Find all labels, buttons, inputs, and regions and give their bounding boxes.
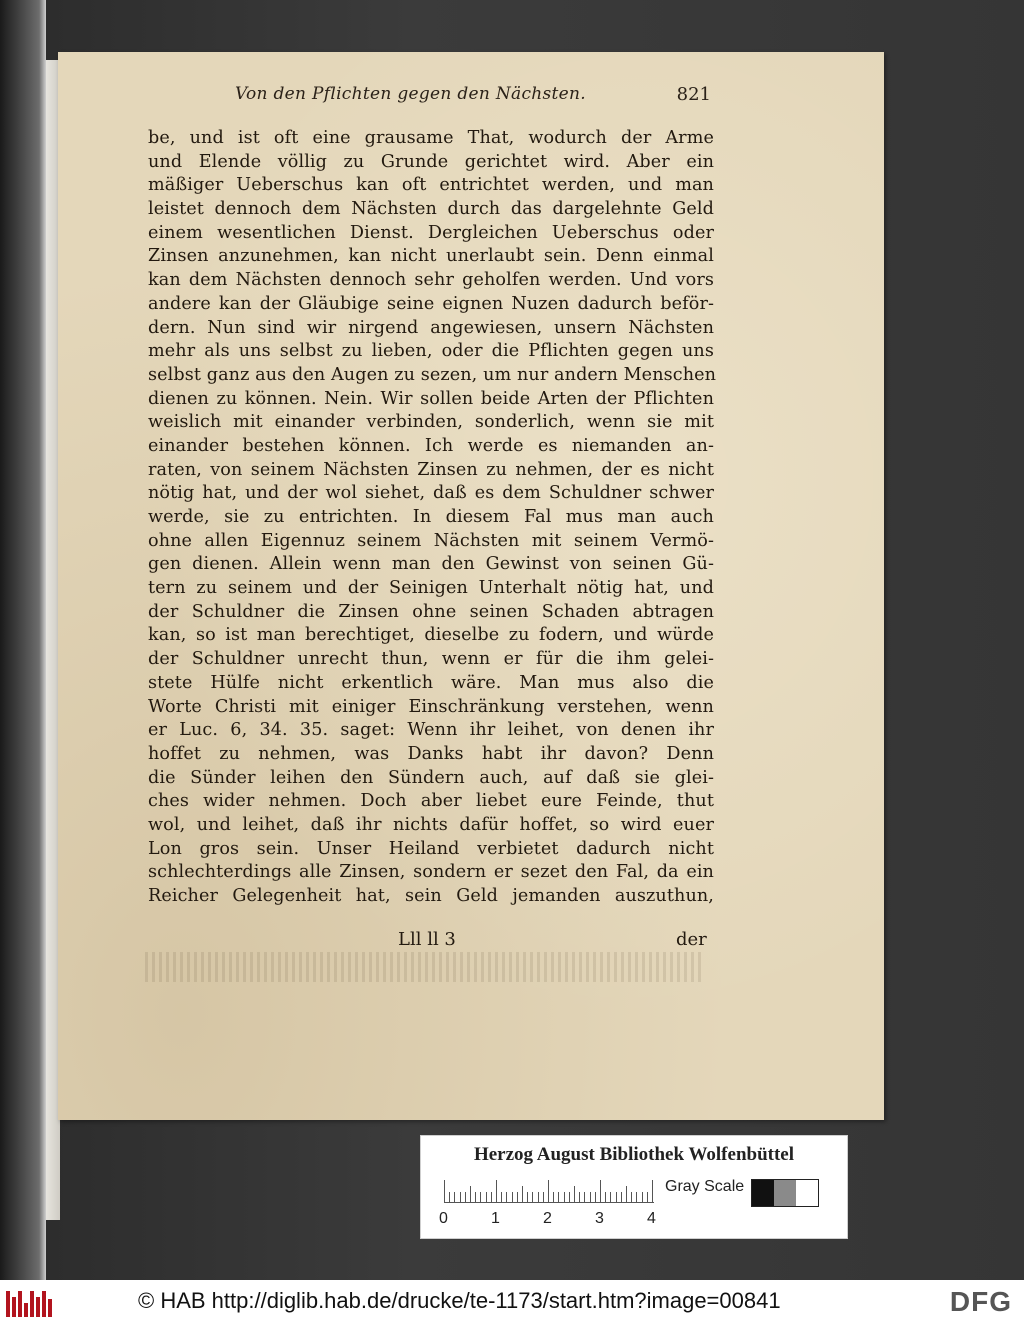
text-line: Reicher Gelegenheit hat, sein Geld jemanden auszuthun, <box>148 886 714 906</box>
ruler-tick <box>569 1192 570 1202</box>
ruler-tick <box>558 1192 559 1202</box>
ruler-tick <box>470 1186 471 1202</box>
logo-bar <box>24 1303 28 1317</box>
text-line: einem wesentlichen Dienst. Dergleichen Ueberschus oder <box>148 222 714 243</box>
ruler-tick <box>595 1192 596 1202</box>
text-line: weislich mit einander verbinden, sonderlich, wenn sie mit <box>148 412 714 433</box>
text-line: ohne allen Eigennuz seinem Nächsten mit seinem Vermö- <box>148 530 714 551</box>
ruler-tick <box>538 1192 539 1202</box>
ruler-tick <box>512 1192 513 1202</box>
text-line: gen dienen. Allein wenn man den Gewinst von seinen Gü- <box>148 554 714 575</box>
ruler-tick <box>564 1192 565 1202</box>
text-line: Zinsen anzunehmen, kan nicht unerlaubt sein. Denn einmal <box>148 246 714 267</box>
grayscale-swatch <box>752 1180 774 1206</box>
ruler-scale <box>444 1180 654 1203</box>
ruler-tick <box>532 1192 533 1202</box>
text-line: stete Hülfe nicht erkentlich wäre. Man mus also die <box>148 672 714 693</box>
text-line: der Schuldner die Zinsen ohne seinen Schaden abtragen <box>148 601 714 622</box>
text-line: nötig hat, und der wol siehet, daß es dem Schuldner schwer <box>148 483 714 504</box>
book-spine <box>0 0 46 1280</box>
show-through-text <box>145 952 705 982</box>
text-line: wol, und leihet, daß ihr nichts dafür hoffet, so wird euer <box>148 814 714 835</box>
text-line: er Luc. 6, 34. 35. saget: Wenn ihr leihet, von denen ihr <box>148 720 714 741</box>
ruler-tick <box>454 1192 455 1202</box>
text-line: andere kan der Gläubige seine eignen Nuzen dadurch beför- <box>148 293 714 314</box>
ruler-number: 4 <box>647 1210 656 1227</box>
text-line: werde, sie zu entrichten. In diesem Fal mus man auch <box>148 507 714 527</box>
ruler-number: 3 <box>595 1210 604 1227</box>
ruler-tick <box>491 1192 492 1202</box>
text-line: kan dem Nächsten dennoch sehr geholfen werden. Und vors <box>148 270 714 291</box>
ruler-tick <box>548 1180 549 1202</box>
ruler-tick <box>527 1192 528 1202</box>
text-line: leistet dennoch dem Nächsten durch das dargelehnte Geld <box>148 199 714 220</box>
ruler-tick <box>496 1180 497 1202</box>
signature-mark: Lll ll 3 <box>398 929 456 950</box>
ruler-tick <box>574 1186 575 1202</box>
ruler-tick <box>506 1192 507 1202</box>
text-line: die Sünder leihen den Sündern auch, auf daß sie glei- <box>148 767 714 788</box>
logo-bar <box>48 1299 52 1317</box>
grayscale-bar <box>751 1179 819 1207</box>
ruler-tick <box>642 1192 643 1202</box>
text-line: und Elende völlig zu Grunde gerichtet wird. Aber ein <box>148 151 714 172</box>
ruler-number: 0 <box>439 1210 448 1227</box>
ruler-tick <box>475 1192 476 1202</box>
ruler-tick <box>553 1192 554 1202</box>
ruler-tick <box>444 1180 445 1202</box>
ruler-tick <box>449 1192 450 1202</box>
ruler-tick <box>647 1192 648 1202</box>
ruler-tick <box>517 1192 518 1202</box>
dfg-logo: DFG <box>949 1286 1012 1317</box>
text-line: Lon gros sein. Unser Heiland verbietet dadurch nicht <box>148 838 714 859</box>
ruler-tick <box>579 1192 580 1202</box>
logo-bar <box>36 1297 40 1317</box>
ruler-tick <box>501 1192 502 1202</box>
text-line: der Schuldner unrecht thun, wenn er für die ihm gelei- <box>148 649 714 670</box>
footer-bar <box>0 1280 1024 1325</box>
ruler-tick <box>631 1192 632 1202</box>
logo-bar <box>12 1297 16 1317</box>
ruler-tick <box>626 1186 627 1202</box>
ruler-tick <box>621 1192 622 1202</box>
catchword: der <box>676 929 707 950</box>
ruler-tick <box>522 1186 523 1202</box>
ruler-tick <box>652 1180 653 1202</box>
text-line: mäßiger Ueberschus kan oft entrichtet werden, und man <box>148 175 714 196</box>
copyright-credit[interactable]: © HAB http://diglib.hab.de/drucke/te-1173/start.htm?image=00841 <box>138 1288 781 1313</box>
ruler-tick <box>584 1192 585 1202</box>
hab-logo-icon <box>6 1291 54 1317</box>
text-line: dienen zu können. Nein. Wir sollen beide Arten der Pflichten <box>148 388 714 409</box>
ruler-tick <box>465 1192 466 1202</box>
page-header <box>175 84 711 106</box>
text-line: Worte Christi mit einiger Einschränkung verstehen, wenn <box>148 696 714 717</box>
ruler-tick <box>600 1180 601 1202</box>
grayscale-label: Gray Scale <box>665 1178 745 1195</box>
text-line: raten, von seinem Nächsten Zinsen zu nehmen, der es nicht <box>148 459 714 480</box>
text-line: einander bestehen können. Ich werde es niemanden an- <box>148 435 714 456</box>
text-line: kan, so ist man berechtiget, dieselbe zu fodern, und würde <box>148 625 714 646</box>
logo-bar <box>42 1291 46 1317</box>
text-line: mehr als uns selbst zu lieben, oder die Pflichten gegen uns <box>148 341 714 362</box>
library-name: Herzog August Bibliothek Wolfenbüttel <box>473 1144 795 1165</box>
grayscale-swatch <box>774 1180 796 1206</box>
logo-bar <box>6 1291 10 1317</box>
ruler-tick <box>460 1192 461 1202</box>
ruler-tick <box>610 1192 611 1202</box>
ruler-tick <box>605 1192 606 1202</box>
ruler-tick <box>590 1192 591 1202</box>
text-line: ches wider nehmen. Doch aber liebet eure Feinde, thut <box>148 791 714 812</box>
running-head: Von den Pflichten gegen den Nächsten. <box>235 84 586 104</box>
ruler-tick <box>480 1192 481 1202</box>
grayscale-swatch <box>796 1180 818 1206</box>
color-reference-card <box>420 1135 848 1239</box>
body-text <box>148 127 717 909</box>
ruler-number: 1 <box>491 1210 500 1227</box>
text-line: dern. Nun sind wir nirgend angewiesen, unsern Nächsten <box>148 317 714 338</box>
ruler-tick <box>486 1192 487 1202</box>
text-line: schlechterdings alle Zinsen, sondern er sezet den Fal, da ein <box>148 862 714 883</box>
text-line: hoffet zu nehmen, was Danks habt ihr davon? Denn <box>148 743 714 764</box>
logo-bar <box>18 1291 22 1317</box>
logo-bar <box>30 1291 34 1317</box>
ruler-tick <box>616 1192 617 1202</box>
ruler-tick <box>636 1192 637 1202</box>
ruler-tick <box>543 1192 544 1202</box>
text-line: selbst ganz aus den Augen zu sezen, um nur andern Menschen <box>148 364 717 385</box>
text-line: tern zu seinem und der Seinigen Unterhalt nötig hat, und <box>148 578 714 599</box>
page-number: 821 <box>676 84 711 105</box>
ruler-number: 2 <box>543 1210 552 1227</box>
text-line: be, und ist oft eine grausame That, wodurch der Arme <box>148 128 714 148</box>
